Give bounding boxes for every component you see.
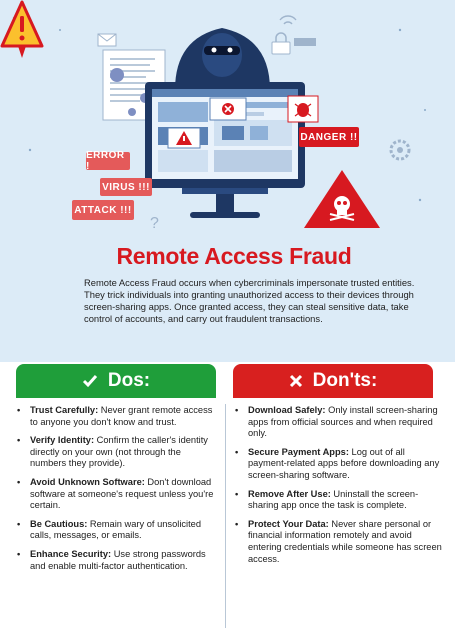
error-tag: ERROR ! <box>86 152 130 170</box>
list-item: • Secure Payment Apps: Log out of all payment-related apps before downloading any screen-sharing software. <box>235 446 440 480</box>
warning-popup <box>168 128 200 148</box>
dos-header <box>16 364 216 398</box>
donts-list <box>232 405 442 572</box>
attack-tag: ATTACK !!! <box>72 200 134 220</box>
wifi-icon <box>280 16 296 24</box>
dos-list <box>14 405 219 579</box>
page-title: Remote Access Fraud <box>116 243 352 269</box>
list-item: • Trust Carefully: Never grant remote access to anyone you don't know and trust. <box>17 405 213 427</box>
dos-heading: Dos: <box>107 370 151 391</box>
list-item: • Enhance Security: Use strong passwords and enable multi-factor authentication. <box>17 548 206 571</box>
donts-heading: Don'ts: <box>312 370 378 391</box>
question-icon: ? <box>150 215 159 232</box>
envelope-icon <box>98 34 116 46</box>
error-popup <box>210 98 246 120</box>
column-divider <box>225 404 226 628</box>
check-icon <box>82 373 98 389</box>
gear-icon <box>391 141 409 159</box>
list-item: • Be Cautious: Remain wary of unsolicited calls, messages, or emails. <box>17 518 202 541</box>
lock-icon <box>272 33 316 54</box>
cross-icon <box>289 374 303 388</box>
list-item: • Protect Your Data: Never share personal or financial information remotely and avoid entering credentials while someone has screen access. <box>235 518 442 564</box>
list-item: • Avoid Unknown Software: Don't download software at someone's request unless you're certain. <box>17 476 214 511</box>
bug-popup <box>288 96 318 122</box>
hacker-figure <box>175 28 270 90</box>
donts-header <box>233 364 433 398</box>
warning-icon <box>0 0 44 62</box>
list-item: • Remove After Use: Uninstall the screen-sharing app once the task is complete. <box>235 488 419 511</box>
intro-paragraph: Remote Access Fraud occurs when cybercriminals impersonate trusted entities. They trick individuals into granting unauthorized access to their devices through screen-sharing apps. Once granted access, they can steal sensitive data, take control of accounts, and carry out fraudulent transactions. <box>84 277 415 324</box>
skull-warning-icon <box>304 170 380 228</box>
danger-tag: DANGER !! <box>299 127 359 147</box>
list-item: • Download Safely: Only install screen-sharing apps from official sources and when required only. <box>235 405 438 439</box>
list-item: • Verify Identity: Confirm the caller's identity directly on your own (not through the numbers they provide). <box>17 435 208 469</box>
virus-tag: VIRUS !!! <box>100 178 152 196</box>
